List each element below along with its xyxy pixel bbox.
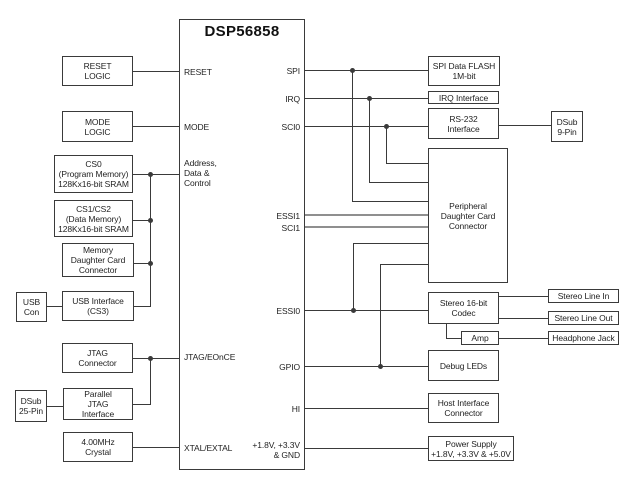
connection-line [305, 70, 428, 71]
pin-label-line: Data & [184, 168, 210, 178]
box-mode-logic [62, 111, 133, 142]
pin-label-line: XTAL/EXTAL [184, 443, 233, 453]
box-spi-data-flash [428, 56, 500, 86]
connection-line [133, 71, 179, 72]
box-label: RESET [83, 61, 112, 71]
box-stereo-codec [428, 292, 499, 324]
junction-dot [148, 172, 153, 177]
box-usb-con [16, 292, 47, 322]
box-amp [461, 331, 499, 345]
box-label: 25-Pin [19, 406, 43, 416]
connection-line [133, 447, 179, 448]
pin-label-essi0 [276, 306, 300, 316]
connection-line [305, 214, 428, 216]
pin-label-sci0 [282, 122, 301, 132]
pin-label-line: ESSI0 [276, 306, 300, 316]
box-rs232-interface [428, 108, 499, 139]
box-label: Stereo Line In [557, 291, 610, 301]
junction-dot [367, 96, 372, 101]
box-memory-daughter-card [62, 243, 134, 277]
pin-label-line: SPI [286, 66, 300, 76]
pin-label-line: Control [184, 178, 211, 188]
box-irq-interface [428, 91, 499, 104]
box-label: IRQ Interface [438, 92, 489, 103]
pin-label-xtal-extal [184, 443, 232, 453]
pin-label-irq [285, 94, 300, 104]
pin-label-jtag-eonce [184, 352, 235, 362]
connection-line [369, 98, 370, 182]
box-label: 1M-bit [452, 71, 476, 81]
connection-line [305, 126, 428, 127]
connection-line [305, 226, 428, 228]
connection-line [369, 182, 428, 183]
box-label: Memory [82, 245, 114, 255]
pin-label-line: ESSI1 [276, 211, 300, 221]
box-label: RS-232 [449, 113, 478, 124]
pin-label-spi [287, 66, 300, 76]
box-label: Stereo Line Out [554, 313, 613, 323]
box-label: LOGIC [84, 71, 111, 81]
pin-label-line: Address, [184, 158, 217, 168]
junction-dot [384, 124, 389, 129]
box-label: Connector [448, 220, 488, 231]
main-block-dsp56858 [179, 19, 305, 470]
connection-line [133, 126, 179, 127]
box-debug-leds [428, 350, 499, 381]
connection-line [499, 296, 548, 297]
box-label: 4.00MHz [81, 437, 115, 447]
box-dsub-9-pin [551, 111, 583, 142]
box-cs0-sram [54, 155, 133, 193]
box-label: MODE [84, 116, 111, 127]
box-label: Con [23, 307, 40, 317]
pin-label-line: MODE [184, 122, 210, 132]
box-dsub-25-pin [15, 390, 47, 422]
box-label: Interface [81, 409, 115, 419]
box-label: JTAG [87, 399, 109, 409]
box-label: Connector [78, 358, 117, 368]
pin-label-address-data-control [184, 158, 217, 188]
box-label: Power Supply [445, 438, 497, 449]
connection-line [380, 264, 428, 265]
box-label: Debug LEDs [439, 360, 488, 371]
box-label: Headphone Jack [552, 333, 615, 343]
box-label: (Program Memory) [58, 169, 129, 179]
connection-line [353, 243, 428, 244]
connection-line [47, 406, 63, 407]
pin-label-power-rails [252, 440, 300, 460]
box-label: Stereo 16-bit [439, 298, 488, 308]
connection-line [380, 264, 381, 366]
box-label: 9-Pin [557, 126, 577, 137]
box-label: (Data Memory) [65, 213, 122, 224]
box-label: (CS3) [87, 306, 109, 316]
box-label: Daughter Card [440, 210, 496, 221]
connection-line [150, 174, 151, 306]
pin-label-line: SCI1 [281, 223, 300, 233]
connection-line [386, 163, 428, 164]
box-label: CS0 [85, 159, 102, 169]
box-host-interface [428, 393, 499, 423]
box-label: Interface [447, 123, 480, 134]
junction-dot [148, 218, 153, 223]
box-label: JTAG [87, 348, 108, 358]
box-stereo-line-in [548, 289, 619, 303]
connection-line [352, 201, 428, 202]
pin-label-gpio [279, 362, 300, 372]
box-label: CS1/CS2 [76, 203, 111, 214]
box-label: SPI Data FLASH [432, 61, 496, 71]
box-power-supply [428, 436, 514, 461]
box-label: LOGIC [84, 126, 111, 137]
connection-line [499, 125, 551, 126]
connection-line [133, 358, 179, 359]
pin-label-reset [184, 67, 212, 77]
box-label: Parallel [84, 389, 112, 399]
box-label: DSub [556, 116, 578, 127]
connection-line [133, 404, 151, 405]
pin-label-line: & GND [273, 450, 300, 460]
connection-line [353, 243, 354, 310]
pin-label-line: HI [291, 404, 300, 414]
box-label: Amp [471, 333, 489, 343]
connection-line [352, 70, 353, 201]
connection-line [305, 310, 428, 311]
box-label: 128Kx16-bit SRAM [58, 179, 129, 189]
box-peripheral-daughter-card [428, 148, 508, 283]
box-parallel-jtag [63, 388, 133, 420]
connection-line [134, 306, 151, 307]
connection-line [446, 324, 447, 338]
box-label: Daughter Card [70, 255, 126, 265]
box-label: USB [22, 297, 41, 307]
box-reset-logic [62, 56, 133, 86]
box-label: Connector [78, 265, 118, 275]
connection-line [305, 448, 428, 449]
box-stereo-line-out [548, 311, 619, 325]
box-label: Peripheral [449, 200, 487, 211]
junction-dot [351, 308, 356, 313]
junction-dot [148, 356, 153, 361]
pin-label-line: GPIO [279, 362, 300, 372]
pin-label-line: RESET [184, 67, 212, 77]
box-label: DSub [20, 396, 42, 406]
connection-line [446, 338, 461, 339]
pin-label-essi1 [276, 211, 300, 221]
connection-line [305, 366, 428, 367]
box-usb-interface [62, 291, 134, 321]
connection-line [499, 338, 548, 339]
pin-label-mode [184, 122, 209, 132]
main-block-title: DSP56858 [204, 23, 280, 40]
box-label: 128Kx16-bit SRAM [58, 223, 129, 234]
pin-label-line: +1.8V, +3.3V [252, 440, 300, 450]
connection-line [305, 408, 428, 409]
box-cs1-cs2-sram [54, 200, 133, 237]
box-label: Codec [451, 308, 476, 318]
box-label: Crystal [85, 447, 111, 457]
box-headphone-jack [548, 331, 619, 345]
box-label: Connector [444, 408, 483, 418]
pin-label-line: IRQ [285, 94, 300, 104]
box-label: +1.8V, +3.3V & +5.0V [431, 448, 511, 459]
box-crystal [63, 432, 133, 462]
box-jtag-connector [62, 343, 133, 373]
pin-label-line: SCI0 [281, 122, 300, 132]
connection-line [47, 306, 62, 307]
pin-label-line: JTAG/EOnCE [184, 352, 236, 362]
junction-dot [148, 261, 153, 266]
connection-line [386, 126, 387, 163]
pin-label-hi [292, 404, 300, 414]
junction-dot [378, 364, 383, 369]
box-label: USB Interface [72, 296, 124, 306]
connection-line [150, 358, 151, 405]
junction-dot [350, 68, 355, 73]
connection-line [499, 318, 548, 319]
box-label: Host Interface [437, 398, 490, 408]
pin-label-sci1 [282, 223, 301, 233]
connection-line [133, 174, 179, 175]
